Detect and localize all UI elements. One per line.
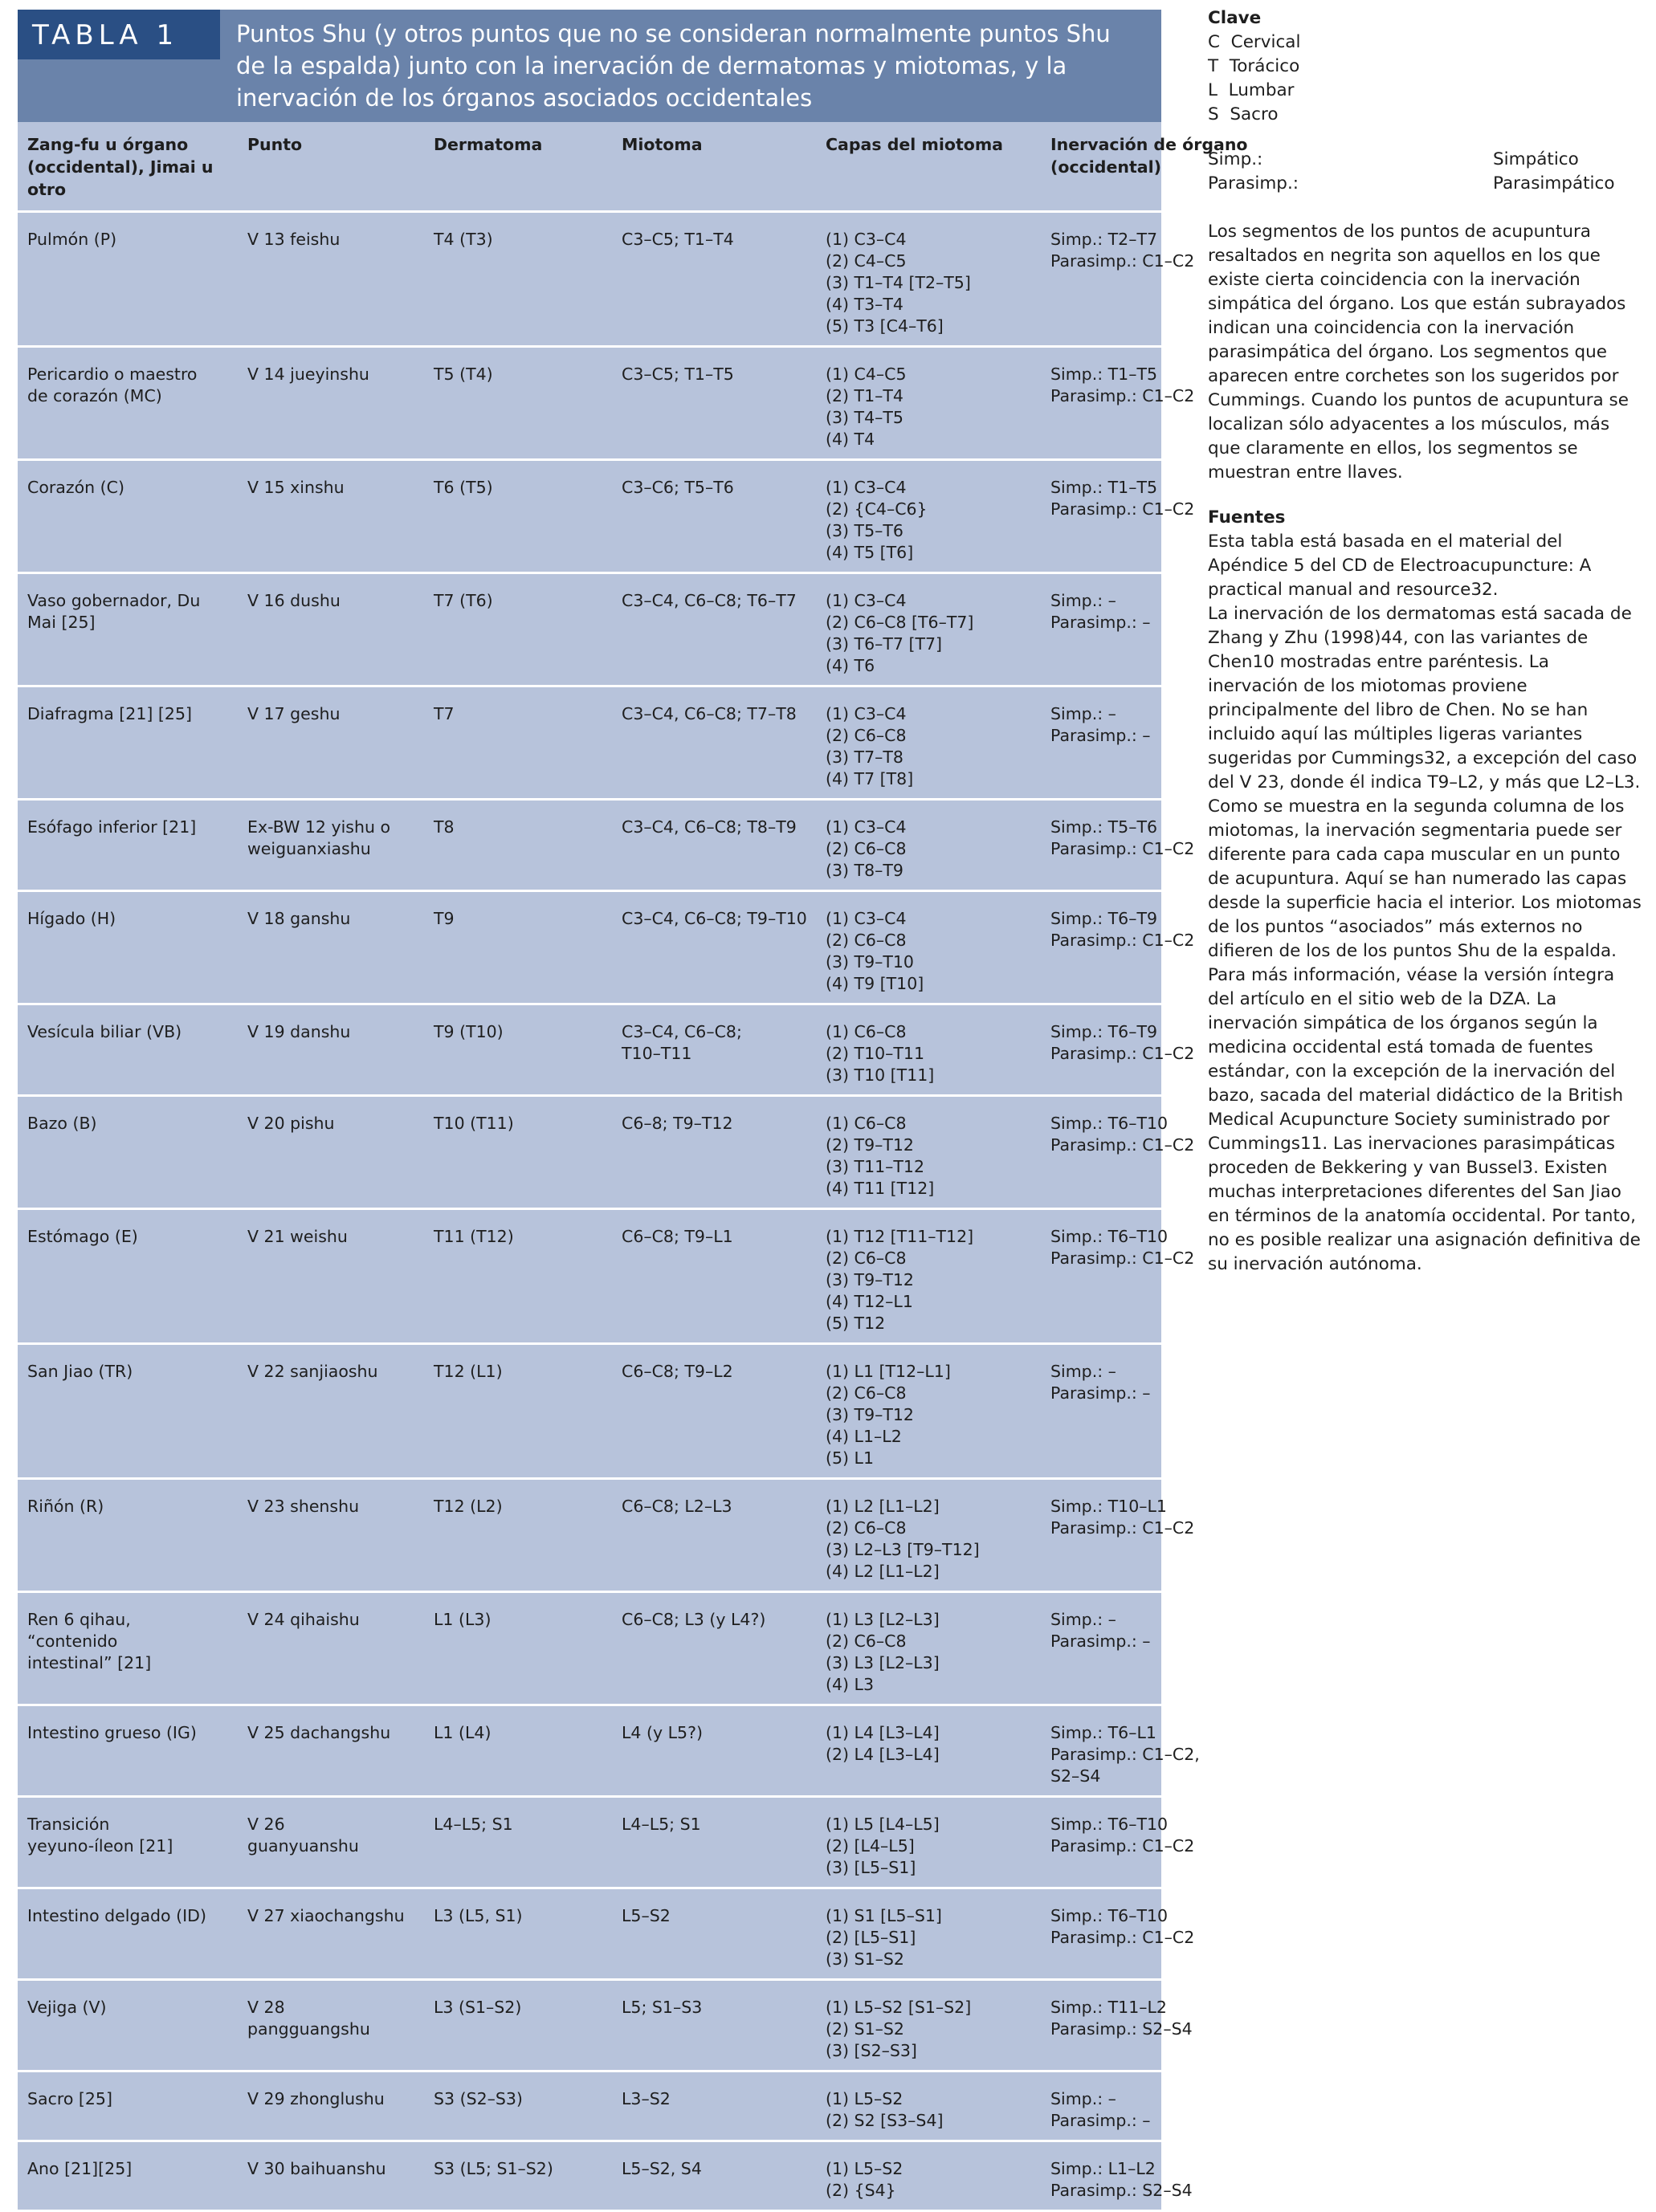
cell-myotome-layers: (1) S1 [L5–S1] (2) [L5–S1] (3) S1–S2 [816,1888,1041,1980]
cell-point: V 19 danshu [238,1004,424,1096]
table-row [18,2141,1267,2211]
table-row [18,347,1267,460]
cell-organ: Sacro [25] [18,2071,238,2141]
cell-organ-innervation: Simp.: T5–T6 Parasimp.: C1–C2 [1041,800,1267,891]
header-dermatome: Dermatoma [424,122,612,212]
table-row [18,1479,1267,1592]
cell-organ: Corazón (C) [18,460,238,573]
cell-myotome-layers: (1) C6–C8 (2) T9–T12 (3) T11–T12 (4) T11 [T12] [816,1096,1041,1209]
cell-myotome-layers: (1) C4–C5 (2) T1–T4 (3) T4–T5 (4) T4 [816,347,1041,460]
cell-myotome: C3–C4, C6–C8; T10–T11 [612,1004,816,1096]
cell-organ-innervation: Simp.: – Parasimp.: – [1041,686,1267,800]
cell-myotome: L4 (y L5?) [612,1705,816,1797]
cell-point: V 26 guanyuanshu [238,1797,424,1888]
abbr-row [1208,172,1642,196]
cell-myotome-layers: (1) C3–C4 (2) C6–C8 [T6–T7] (3) T6–T7 [T7] (4) T6 [816,573,1041,686]
cell-myotome-layers: (1) C3–C4 (2) C6–C8 (3) T9–T10 (4) T9 [T10] [816,891,1041,1004]
cell-myotome-layers: (1) T12 [T11–T12] (2) C6–C8 (3) T9–T12 (4) T12–L1 (5) T12 [816,1209,1041,1344]
table-row [18,1004,1267,1096]
table-row [18,1096,1267,1209]
shu-points-table [18,122,1267,2212]
cell-point: V 13 feishu [238,212,424,347]
abbr-value: Simpático [1493,149,1579,169]
cell-point: V 24 qihaishu [238,1592,424,1705]
header-myotome: Miotoma [612,122,816,212]
cell-myotome-layers: (1) L1 [T12–L1] (2) C6–C8 (3) T9–T12 (4) L1–L2 (5) L1 [816,1344,1041,1479]
sidebar-notes [1208,6,1642,1277]
table-row [18,1980,1267,2071]
cell-dermatome: L3 (L5, S1) [424,1888,612,1980]
table-header-row [18,122,1267,212]
cell-myotome: C6–C8; L3 (y L4?) [612,1592,816,1705]
table-title-bar [18,10,1161,122]
cell-point: V 20 pishu [238,1096,424,1209]
key-heading: Clave [1208,8,1262,28]
cell-organ: Hígado (H) [18,891,238,1004]
header-myotome-layers: Capas del miotoma [816,122,1041,212]
cell-myotome-layers: (1) C3–C4 (2) C6–C8 (3) T7–T8 (4) T7 [T8] [816,686,1041,800]
cell-myotome: C3–C4, C6–C8; T6–T7 [612,573,816,686]
cell-point: V 22 sanjiaoshu [238,1344,424,1479]
cell-organ-innervation: Simp.: T6–T10 Parasimp.: C1–C2 [1041,1096,1267,1209]
key-item: L Lumbar [1208,80,1295,100]
cell-organ: Intestino grueso (IG) [18,1705,238,1797]
cell-point: V 28 pangguangshu [238,1980,424,2071]
cell-organ-innervation: Simp.: T6–T9 Parasimp.: C1–C2 [1041,1004,1267,1096]
table-row [18,1705,1267,1797]
table-row [18,573,1267,686]
cell-organ-innervation: Simp.: T6–L1 Parasimp.: C1–C2, S2–S4 [1041,1705,1267,1797]
cell-point: V 16 dushu [238,573,424,686]
cell-myotome-layers: (1) C3–C4 (2) {C4–C6} (3) T5–T6 (4) T5 [T6] [816,460,1041,573]
cell-myotome-layers: (1) C3–C4 (2) C4–C5 (3) T1–T4 [T2–T5] (4) T3–T4 (5) T3 [C4–T6] [816,212,1041,347]
cell-myotome-layers: (1) L4 [L3–L4] (2) L4 [L3–L4] [816,1705,1041,1797]
cell-myotome: C3–C4, C6–C8; T9–T10 [612,891,816,1004]
cell-point: V 29 zhonglushu [238,2071,424,2141]
cell-myotome: C6–C8; T9–L1 [612,1209,816,1344]
table-row [18,686,1267,800]
table-row [18,460,1267,573]
abbr-key: Simp.: [1208,149,1263,169]
cell-dermatome: T9 [424,891,612,1004]
cell-myotome: L4–L5; S1 [612,1797,816,1888]
key-item: C Cervical [1208,32,1301,52]
legend-note: Los segmentos de los puntos de acupuntura resaltados en negrita son aquellos en los que existe cierta coincidencia con la inervación simpática del órgano. Los que están subrayados indican una coincidencia con la inervación parasimpática del órgano. Los segmentos que aparecen entre corchetes son los sugeridos por Cummings. Cuando los puntos de acupuntura se localizan sólo adyacentes a los músculos, más que claramente en ellos, los segmentos se muestran entre llaves. [1208,222,1629,483]
cell-dermatome: T12 (L2) [424,1479,612,1592]
cell-organ-innervation: Simp.: T6–T9 Parasimp.: C1–C2 [1041,891,1267,1004]
table-row [18,1592,1267,1705]
sources-text: Esta tabla está basada en el material del Apéndice 5 del CD de Electroacupuncture: A practical manual and resource32. La inervación de los dermatomas está sacada de Zhang y Zhu (1998)44, con las variantes de Chen10 mostradas entre paréntesis. La inervación de los miotomas proviene principalmente del libro de Chen. No se han incluido aquí las múltiples ligeras variantes sugeridas por Cummings32, a excepción del caso del V 23, donde él indica T9–L2, y más que L2–L3. Como se muestra en la segunda columna de los miotomas, la inervación segmentaria puede ser diferente para cada capa muscular en un punto de acupuntura. Aquí se han numerado las capas desde la superficie hacia el interior. Los miotomas de los puntos “asociados” más externos no difieren de los de los puntos Shu de la espalda. Para más información, véase la versión íntegra del artículo en el sitio web de la DZA. La inervación simpática de los órganos según la medicina occidental está tomada de fuentes estándar, con la excepción de la inervación del bazo, sacada del material didáctico de la British Medical Acupuncture Society suministrado por Cummings11. Las inervaciones parasimpáticas proceden de Bekkering y van Bussel3. Existen muchas interpretaciones diferentes del San Jiao en términos de la anatomía occidental. Por tanto, no es posible realizar una asignación definitiva de su inervación autónoma. [1208,532,1642,1274]
cell-organ: San Jiao (TR) [18,1344,238,1479]
cell-organ-innervation: Simp.: T1–T5 Parasimp.: C1–C2 [1041,347,1267,460]
sources-heading: Fuentes [1208,507,1286,528]
cell-point: V 15 xinshu [238,460,424,573]
cell-myotome: C6–C8; T9–L2 [612,1344,816,1479]
cell-organ: Vesícula biliar (VB) [18,1004,238,1096]
cell-organ: Vejiga (V) [18,1980,238,2071]
cell-organ-innervation: Simp.: T10–L1 Parasimp.: C1–C2 [1041,1479,1267,1592]
cell-organ: Esófago inferior [21] [18,800,238,891]
key-item: S Sacro [1208,104,1279,124]
cell-dermatome: L3 (S1–S2) [424,1980,612,2071]
cell-myotome: L3–S2 [612,2071,816,2141]
cell-organ: Transición yeyuno-íleon [21] [18,1797,238,1888]
table-row [18,1888,1267,1980]
cell-myotome: C6–C8; L2–L3 [612,1479,816,1592]
cell-organ: Estómago (E) [18,1209,238,1344]
cell-myotome-layers: (1) C3–C4 (2) C6–C8 (3) T8–T9 [816,800,1041,891]
cell-point: V 23 shenshu [238,1479,424,1592]
cell-organ-innervation: Simp.: T6–T10 Parasimp.: C1–C2 [1041,1209,1267,1344]
cell-dermatome: S3 (L5; S1–S2) [424,2141,612,2211]
table-row [18,800,1267,891]
cell-point: V 25 dachangshu [238,1705,424,1797]
table-row [18,212,1267,347]
cell-myotome-layers: (1) L5–S2 [S1–S2] (2) S1–S2 (3) [S2–S3] [816,1980,1041,2071]
cell-point: Ex-BW 12 yishu o weiguanxiashu [238,800,424,891]
cell-dermatome: T7 [424,686,612,800]
table-rows [18,212,1267,2211]
table-row [18,891,1267,1004]
cell-myotome: C3–C4, C6–C8; T7–T8 [612,686,816,800]
cell-dermatome: T5 (T4) [424,347,612,460]
header-organ: Zang-fu u órgano (occidental), Jimai u otro [18,122,238,212]
cell-organ-innervation: Simp.: L1–L2 Parasimp.: S2–S4 [1041,2141,1267,2211]
cell-myotome: C3–C4, C6–C8; T8–T9 [612,800,816,891]
cell-myotome-layers: (1) L2 [L1–L2] (2) C6–C8 (3) L2–L3 [T9–T12] (4) L2 [L1–L2] [816,1479,1041,1592]
abbr-key: Parasimp.: [1208,173,1299,193]
cell-myotome: L5–S2, S4 [612,2141,816,2211]
cell-dermatome: T4 (T3) [424,212,612,347]
cell-organ: Intestino delgado (ID) [18,1888,238,1980]
cell-dermatome: L1 (L4) [424,1705,612,1797]
cell-myotome: C3–C5; T1–T5 [612,347,816,460]
cell-organ: Diafragma [21] [25] [18,686,238,800]
cell-organ: Bazo (B) [18,1096,238,1209]
cell-myotome-layers: (1) L5–S2 (2) {S4} [816,2141,1041,2211]
cell-organ-innervation: Simp.: – Parasimp.: – [1041,573,1267,686]
cell-dermatome: T6 (T5) [424,460,612,573]
abbr-value: Parasimpático [1493,173,1615,193]
cell-point: V 14 jueyinshu [238,347,424,460]
cell-organ: Vaso gobernador, Du Mai [25] [18,573,238,686]
cell-myotome: C3–C6; T5–T6 [612,460,816,573]
cell-point: V 30 baihuanshu [238,2141,424,2211]
cell-myotome: L5; S1–S3 [612,1980,816,2071]
cell-myotome-layers: (1) L3 [L2–L3] (2) C6–C8 (3) L3 [L2–L3] (4) L3 [816,1592,1041,1705]
cell-organ: Pericardio o maestro de corazón (MC) [18,347,238,460]
cell-dermatome: L4–L5; S1 [424,1797,612,1888]
abbr-row [1208,148,1642,172]
cell-dermatome: T8 [424,800,612,891]
cell-organ-innervation: Simp.: T6–T10 Parasimp.: C1–C2 [1041,1888,1267,1980]
cell-point: V 17 geshu [238,686,424,800]
table-tag: TABLA 1 [18,10,220,59]
header-organ-innervation: Inervación de órgano (occidental) [1041,122,1267,212]
cell-organ: Ano [21][25] [18,2141,238,2211]
table-row [18,1344,1267,1479]
header-point: Punto [238,122,424,212]
cell-myotome: L5–S2 [612,1888,816,1980]
cell-dermatome: T12 (L1) [424,1344,612,1479]
cell-organ-innervation: Simp.: T2–T7 Parasimp.: C1–C2 [1041,212,1267,347]
cell-organ-innervation: Simp.: T6–T10 Parasimp.: C1–C2 [1041,1797,1267,1888]
cell-dermatome: T10 (T11) [424,1096,612,1209]
cell-point: V 21 weishu [238,1209,424,1344]
table-title: Puntos Shu (y otros puntos que no se consideran normalmente puntos Shu de la espalda) junto con la inervación de dermatomas y miotomas, y la inervación de los órganos asociados occidentales [236,20,1111,112]
table-row [18,2071,1267,2141]
cell-point: V 18 ganshu [238,891,424,1004]
cell-dermatome: L1 (L3) [424,1592,612,1705]
cell-myotome: C3–C5; T1–T4 [612,212,816,347]
cell-organ-innervation: Simp.: – Parasimp.: – [1041,1344,1267,1479]
cell-dermatome: T11 (T12) [424,1209,612,1344]
cell-organ-innervation: Simp.: T1–T5 Parasimp.: C1–C2 [1041,460,1267,573]
cell-myotome-layers: (1) L5 [L4–L5] (2) [L4–L5] (3) [L5–S1] [816,1797,1041,1888]
cell-organ-innervation: Simp.: – Parasimp.: – [1041,1592,1267,1705]
table-row [18,1209,1267,1344]
cell-dermatome: T7 (T6) [424,573,612,686]
table-row [18,1797,1267,1888]
key-item: T Torácico [1208,56,1300,76]
cell-dermatome: T9 (T10) [424,1004,612,1096]
cell-dermatome: S3 (S2–S3) [424,2071,612,2141]
abbreviations [1208,148,1642,196]
cell-point: V 27 xiaochangshu [238,1888,424,1980]
cell-organ: Ren 6 qihau, “contenido intestinal” [21] [18,1592,238,1705]
cell-myotome-layers: (1) L5–S2 (2) S2 [S3–S4] [816,2071,1041,2141]
cell-myotome: C6–8; T9–T12 [612,1096,816,1209]
cell-organ-innervation: Simp.: – Parasimp.: – [1041,2071,1267,2141]
cell-organ: Pulmón (P) [18,212,238,347]
cell-organ-innervation: Simp.: T11–L2 Parasimp.: S2–S4 [1041,1980,1267,2071]
cell-myotome-layers: (1) C6–C8 (2) T10–T11 (3) T10 [T11] [816,1004,1041,1096]
cell-organ: Riñón (R) [18,1479,238,1592]
